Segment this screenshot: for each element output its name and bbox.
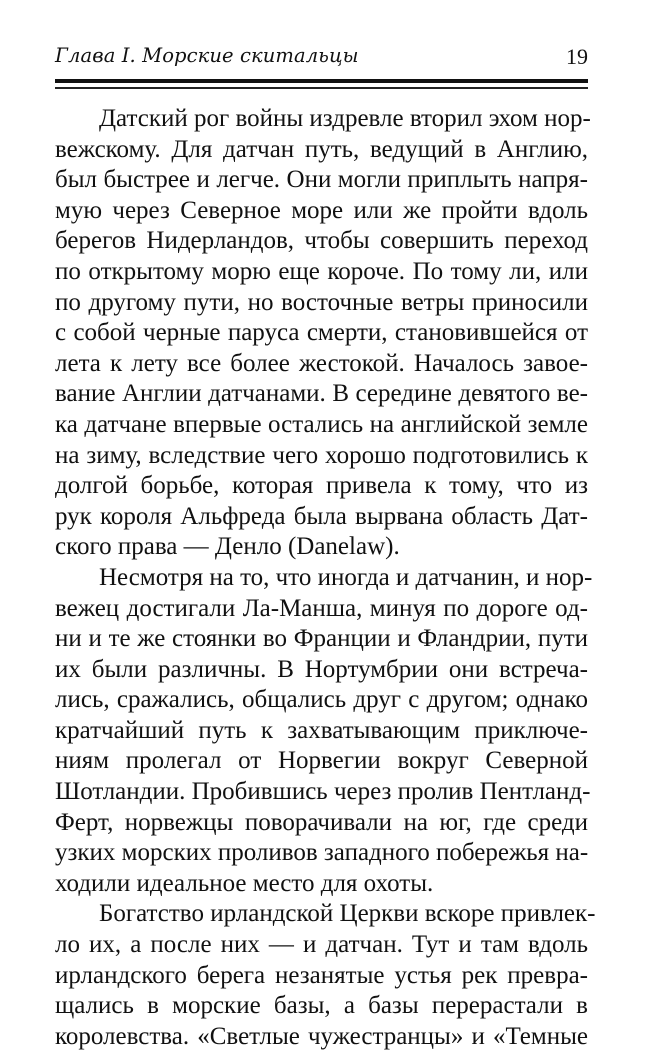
page-number: 19 xyxy=(566,44,588,69)
text-line: был быстрее и легче. Они могли приплыть напря- xyxy=(55,166,588,194)
text-line: лета к лету все более жестокой. Началось завое- xyxy=(55,349,588,377)
text-line: лись, сражались, общались друг с другом; однако xyxy=(55,686,588,714)
text-line: королевства. «Светлые чужестранцы» и «Темные xyxy=(55,1022,588,1050)
header-rule-thick xyxy=(55,79,588,83)
text-line: Датский рог войны издревле вторил эхом нор- xyxy=(99,105,591,132)
text-line: берегов Нидерландов, чтобы совершить переход xyxy=(55,227,588,255)
text-line: Ферт, норвежцы поворачивали на юг, где среди xyxy=(55,808,588,836)
text-line: ка датчане впервые остались на английской земле xyxy=(55,410,588,438)
header-rule-thin xyxy=(55,87,588,89)
text-line: рук короля Альфреда была вырвана область Дат- xyxy=(55,502,588,530)
text-line: по открытому морю еще короче. По тому ли, или xyxy=(55,257,588,285)
text-line: ниям пролегал от Норвегии вокруг Северной xyxy=(55,747,588,775)
text-line: с собой черные паруса смерти, становившейся от xyxy=(55,319,588,347)
paragraph-1 xyxy=(55,104,591,563)
text-line: их были различны. В Нортумбрии они встреча- xyxy=(55,655,588,683)
text-line: ло их, а после них — и датчан. Тут и там вдоль xyxy=(55,931,588,959)
text-line: Шотландии. Пробившись через пролив Пентланд- xyxy=(55,778,591,806)
text-line: вежскому. Для датчан путь, ведущий в Англию, xyxy=(55,135,588,163)
text-line: вежец достигали Ла-Манша, минуя по дороге од- xyxy=(55,594,588,622)
text-line: Богатство ирландской Церкви вскоре привлек- xyxy=(99,900,596,928)
text-line: кратчайший путь к захватывающим приключе- xyxy=(55,716,588,744)
text-line: долгой борьбе, которая привела к тому, что из xyxy=(55,472,588,500)
running-title: Глава I. Морские скитальцы xyxy=(55,44,359,67)
paragraph-3 xyxy=(55,899,596,1052)
text-line: щались в морские базы, а базы перерастали в xyxy=(55,992,588,1020)
text-line: на зиму, вследствие чего хорошо подготовились к xyxy=(55,441,588,469)
text-line: Несмотря на то, что иногда и датчанин, и нор- xyxy=(99,563,593,591)
text-line: вание Англии датчанами. В середине девятого ве- xyxy=(55,380,588,408)
text-line: узких морских проливов западного побережья на- xyxy=(55,839,589,867)
text-line: ского права — Денло (Danelaw). xyxy=(55,533,400,561)
text-line: ирландского берега незанятые устья рек превра- xyxy=(55,961,588,989)
text-line: по другому пути, но восточные ветры приносили xyxy=(55,288,588,316)
body-text xyxy=(55,104,596,1052)
text-line: мую через Северное море или же пройти вдоль xyxy=(55,196,588,224)
text-line: ходили идеальное место для охоты. xyxy=(55,869,434,897)
text-line: ни и те же стоянки во Франции и Фландрии, пути xyxy=(55,625,588,653)
paragraph-2 xyxy=(55,563,593,900)
page-header xyxy=(55,44,588,74)
